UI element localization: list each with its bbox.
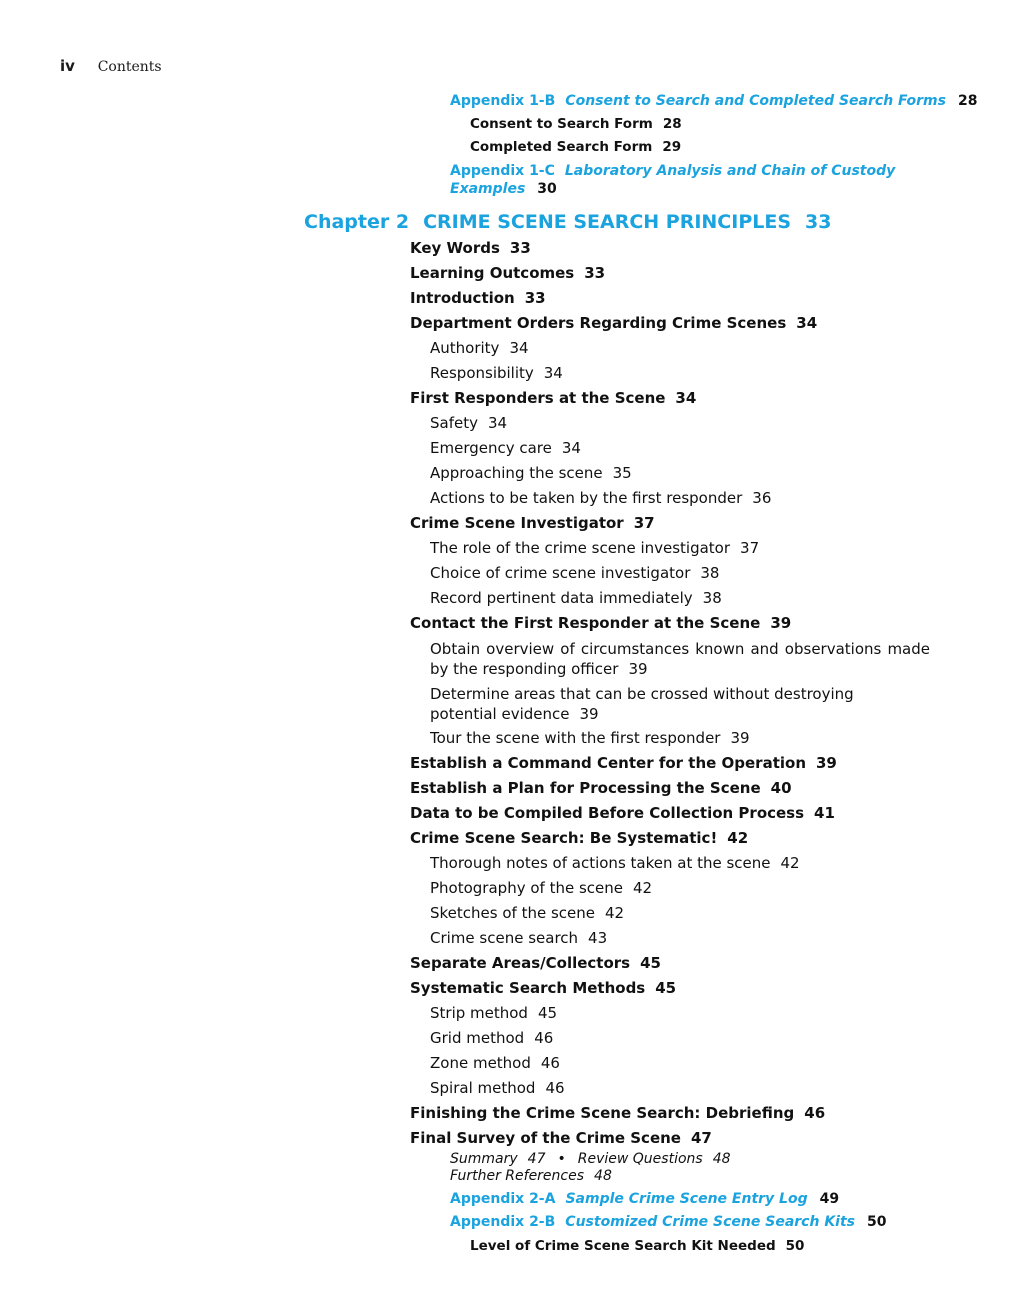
- toc-subentry[interactable]: [430, 564, 719, 582]
- toc-entry[interactable]: [410, 779, 792, 797]
- entry-text: Contact the First Responder at the Scene: [410, 614, 761, 632]
- toc-subentry[interactable]: [430, 589, 722, 607]
- entry-text: Separate Areas/Collectors: [410, 954, 631, 972]
- page-ref: 28: [957, 93, 978, 109]
- page-ref: 47: [690, 1129, 712, 1147]
- chapter-title: CRIME SCENE SEARCH PRINCIPLES: [423, 211, 792, 233]
- page-ref: 46: [540, 1054, 560, 1072]
- entry-text: Authority: [430, 339, 500, 357]
- toc-entry[interactable]: [410, 314, 817, 332]
- entry-text: Strip method: [430, 1004, 528, 1022]
- appendix-label: Appendix 2-B: [450, 1214, 556, 1230]
- further-references-link[interactable]: Further References: [450, 1168, 585, 1184]
- entry-text: Key Words: [410, 239, 500, 257]
- toc-appendix-item[interactable]: [470, 116, 682, 132]
- page-ref: 46: [804, 1104, 826, 1122]
- appendix-label: Appendix 1-B: [450, 93, 556, 109]
- entry-text: Zone method: [430, 1054, 531, 1072]
- running-title: Contents: [97, 59, 162, 75]
- running-head: [60, 57, 162, 75]
- page-ref: 50: [867, 1214, 887, 1230]
- entry-text: Final Survey of the Crime Scene: [410, 1129, 681, 1147]
- toc-entry[interactable]: [410, 1104, 825, 1122]
- toc-subentry[interactable]: [430, 729, 750, 747]
- page-ref: 34: [796, 314, 818, 332]
- toc-subentry[interactable]: [430, 1054, 560, 1072]
- toc-appendix-2b[interactable]: [450, 1213, 886, 1231]
- toc-appendix-item[interactable]: [470, 139, 681, 155]
- entry-text: Systematic Search Methods: [410, 979, 646, 997]
- page-ref: 49: [819, 1191, 840, 1207]
- entry-text: Level of Crime Scene Search Kit Needed: [470, 1238, 776, 1254]
- toc-subentry[interactable]: [430, 1079, 565, 1097]
- page-ref: 50: [785, 1238, 805, 1254]
- page-ref: 39: [730, 729, 750, 747]
- entry-text: Crime Scene Search: Be Systematic!: [410, 829, 718, 847]
- entry-text: Grid method: [430, 1029, 525, 1047]
- page-ref: 33: [584, 264, 606, 282]
- page-ref: 34: [561, 439, 581, 457]
- entry-text: Department Orders Regarding Crime Scenes: [410, 314, 787, 332]
- page-ref: 39: [579, 705, 599, 723]
- toc-entry[interactable]: [410, 1129, 712, 1147]
- toc-entry[interactable]: [410, 264, 605, 282]
- entry-text: Choice of crime scene investigator: [430, 564, 691, 582]
- entry-text: Establish a Command Center for the Operation: [410, 754, 806, 772]
- page-ref: 42: [780, 854, 800, 872]
- entry-text: Approaching the scene: [430, 464, 603, 482]
- toc-entry[interactable]: [410, 239, 531, 257]
- toc-appendix-item[interactable]: [470, 1238, 804, 1254]
- page-ref: 28: [662, 116, 682, 132]
- page-ref: 37: [633, 514, 655, 532]
- page-ref: 45: [640, 954, 661, 972]
- entry-text: Photography of the scene: [430, 879, 623, 897]
- page-ref: 34: [675, 389, 697, 407]
- toc-subentry[interactable]: [430, 684, 860, 724]
- entry-text: The role of the crime scene investigator: [430, 539, 731, 557]
- entry-text: Completed Search Form: [470, 139, 653, 155]
- entry-text: Establish a Plan for Processing the Scene: [410, 779, 761, 797]
- page-ref: 33: [524, 289, 546, 307]
- toc-subentry[interactable]: [430, 1029, 553, 1047]
- toc-subentry[interactable]: [430, 464, 632, 482]
- entry-text: Obtain overview of circumstances known and observations made by the responding officer: [430, 640, 930, 678]
- entry-text: Finishing the Crime Scene Search: Debriefing: [410, 1104, 795, 1122]
- page-ref: 33: [805, 211, 832, 233]
- chapter-endmatter: [450, 1151, 731, 1185]
- appendix-title-line1: Laboratory Analysis and Chain of Custody: [564, 163, 896, 179]
- toc-subentry[interactable]: [430, 854, 800, 872]
- summary-link[interactable]: Summary: [450, 1151, 518, 1167]
- entry-text: Tour the scene with the first responder: [430, 729, 721, 747]
- toc-entry[interactable]: [410, 289, 546, 307]
- page-ref: 42: [727, 829, 749, 847]
- toc-subentry[interactable]: [430, 1004, 557, 1022]
- page-ref: 34: [543, 364, 563, 382]
- page-ref: 38: [702, 589, 722, 607]
- toc-subentry[interactable]: [430, 339, 529, 357]
- appendix-label: Appendix 1-C: [450, 163, 555, 179]
- page-ref: 39: [770, 614, 792, 632]
- entry-text: Sketches of the scene: [430, 904, 595, 922]
- entry-text: Safety: [430, 414, 478, 432]
- toc-entry[interactable]: [410, 389, 696, 407]
- entry-text: Data to be Compiled Before Collection Process: [410, 804, 805, 822]
- toc-entry[interactable]: [410, 954, 661, 972]
- page-ref: 40: [770, 779, 792, 797]
- entry-text: Emergency care: [430, 439, 552, 457]
- toc-subentry[interactable]: [430, 929, 607, 947]
- toc-entry[interactable]: [410, 514, 655, 532]
- appendix-title: Sample Crime Scene Entry Log: [565, 1191, 808, 1207]
- bullet-separator: •: [557, 1151, 566, 1167]
- entry-text: Record pertinent data immediately: [430, 589, 693, 607]
- page-ref: 48: [594, 1168, 612, 1184]
- toc-subentry[interactable]: [430, 904, 624, 922]
- page-ref: 39: [816, 754, 837, 772]
- toc-entry[interactable]: [410, 614, 791, 632]
- toc-entry[interactable]: [410, 754, 837, 772]
- entry-text: Thorough notes of actions taken at the scene: [430, 854, 771, 872]
- appendix-title-line2: Examples: [450, 181, 526, 197]
- entry-text: Actions to be taken by the first responder: [430, 489, 743, 507]
- entry-text: Learning Outcomes: [410, 264, 575, 282]
- toc-subentry[interactable]: [430, 639, 930, 679]
- entry-text: Crime Scene Investigator: [410, 514, 624, 532]
- page-number: iv: [60, 57, 75, 75]
- page-ref: 45: [655, 979, 677, 997]
- toc-entry[interactable]: [410, 979, 676, 997]
- page-ref: 46: [545, 1079, 565, 1097]
- page-ref: 46: [534, 1029, 554, 1047]
- page-ref: 37: [740, 539, 760, 557]
- appendix-label: Appendix 2-A: [450, 1191, 556, 1207]
- chapter-heading[interactable]: [304, 211, 831, 233]
- page-ref: 30: [537, 181, 557, 197]
- toc-subentry[interactable]: [430, 879, 652, 897]
- entry-text: Spiral method: [430, 1079, 536, 1097]
- appendix-title: Customized Crime Scene Search Kits: [565, 1214, 855, 1230]
- page-ref: 34: [509, 339, 529, 357]
- entry-text: Introduction: [410, 289, 515, 307]
- toc-subentry[interactable]: [430, 414, 507, 432]
- review-questions-link[interactable]: Review Questions: [577, 1151, 703, 1167]
- page-ref: 42: [605, 904, 625, 922]
- page-ref: 33: [509, 239, 531, 257]
- toc-entry[interactable]: [410, 804, 835, 822]
- toc-appendix-2a[interactable]: [450, 1190, 839, 1208]
- entry-text: Crime scene search: [430, 929, 579, 947]
- page-ref: 43: [588, 929, 608, 947]
- page-ref: 45: [537, 1004, 558, 1022]
- page-ref: 41: [814, 804, 835, 822]
- page-ref: 29: [662, 139, 682, 155]
- page-ref: 36: [752, 489, 772, 507]
- page-ref: 35: [612, 464, 632, 482]
- chapter-label: Chapter 2: [304, 211, 410, 233]
- toc-subentry[interactable]: [430, 489, 771, 507]
- page-ref: 34: [487, 414, 508, 432]
- page-ref: 42: [632, 879, 653, 897]
- toc-subentry[interactable]: [430, 439, 581, 457]
- toc-subentry[interactable]: [430, 539, 759, 557]
- entry-text: Responsibility: [430, 364, 534, 382]
- entry-text: First Responders at the Scene: [410, 389, 666, 407]
- page-ref: 47: [527, 1151, 546, 1167]
- entry-text: Consent to Search Form: [470, 116, 653, 132]
- appendix-title: Consent to Search and Completed Search Forms: [565, 93, 946, 109]
- entry-text: Determine areas that can be crossed without destroying potential evidence: [430, 685, 854, 723]
- toc-subentry[interactable]: [430, 364, 563, 382]
- toc-appendix-1c[interactable]: [450, 162, 895, 198]
- page-ref: 38: [700, 564, 720, 582]
- toc-appendix-1b[interactable]: [450, 92, 977, 110]
- page-ref: 48: [712, 1151, 731, 1167]
- toc-entry[interactable]: [410, 829, 748, 847]
- page-ref: 39: [628, 660, 648, 678]
